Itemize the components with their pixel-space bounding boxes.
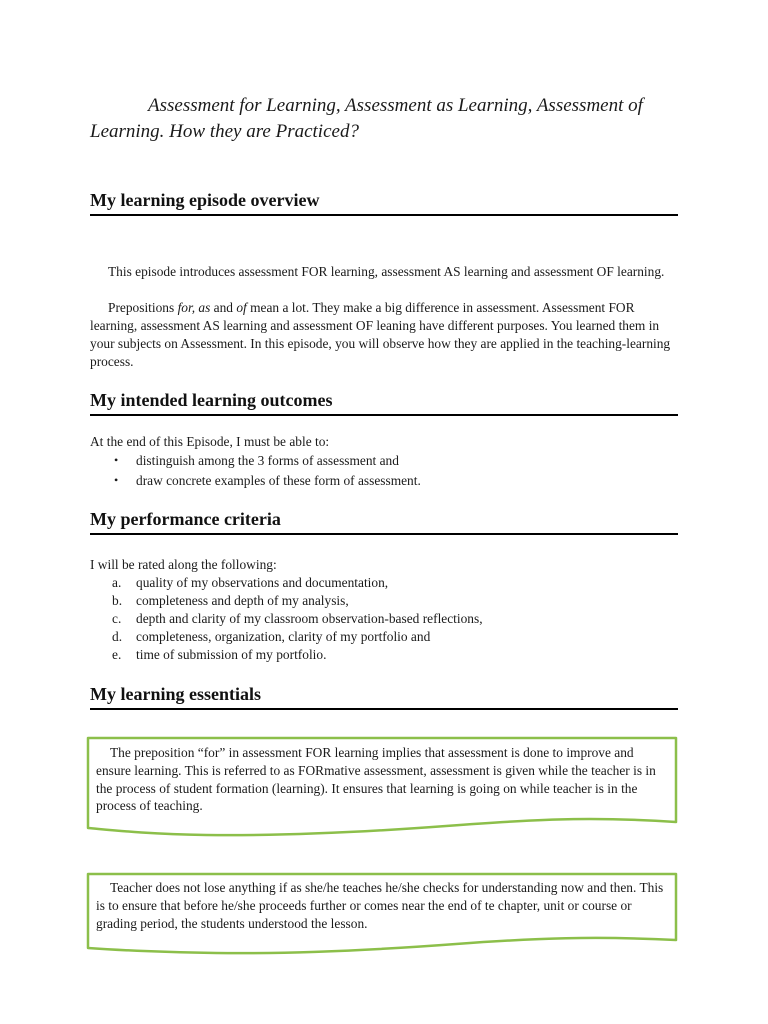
list-marker-e: e. bbox=[112, 647, 122, 662]
essentials-box-2 bbox=[86, 872, 678, 958]
criteria-item-d: completeness, organization, clarity of my portfolio and bbox=[136, 629, 431, 644]
criteria-list bbox=[90, 574, 680, 664]
heading-outcomes: My intended learning outcomes bbox=[90, 389, 678, 416]
list-marker-b: b. bbox=[112, 593, 123, 608]
overview-p2-end: mean a lot. They make a big difference in assessment. Assessment FOR learning, assessment AS learning and assessment OF leaning have different purposes. You learned them in your subjects on Assessment. In this episode, you will observe how they are applied in the teaching-learning process. bbox=[90, 300, 671, 369]
bullet-marker: • bbox=[114, 472, 119, 487]
essentials-box-2-text bbox=[96, 879, 668, 932]
criteria-intro: I will be rated along the following: bbox=[90, 557, 277, 572]
essentials-box-1 bbox=[86, 736, 678, 840]
criteria-item-c: depth and clarity of my classroom observation-based reflections, bbox=[136, 611, 483, 626]
list-item bbox=[90, 646, 680, 664]
box-1-text: The preposition “for” in assessment FOR learning implies that assessment is done to improve and ensure learning. This is referred to as FORmative assessment, assessment is given while the teacher is in the process of student formation (learning). It ensures that learning is going on while teacher is in the process of teaching. bbox=[96, 745, 656, 814]
list-marker-c: c. bbox=[112, 611, 122, 626]
list-item bbox=[90, 471, 680, 491]
list-item bbox=[90, 610, 680, 628]
overview-paragraph-2 bbox=[90, 299, 680, 371]
heading-essentials: My learning essentials bbox=[90, 683, 678, 710]
overview-p2-mid: and bbox=[210, 300, 237, 315]
list-item bbox=[90, 592, 680, 610]
outcomes-list bbox=[90, 451, 680, 490]
outcomes-intro: At the end of this Episode, I must be able to: bbox=[90, 434, 330, 449]
heading-overview: My learning episode overview bbox=[90, 189, 678, 216]
list-marker-d: d. bbox=[112, 629, 123, 644]
outcome-item-1: distinguish among the 3 forms of assessment and bbox=[136, 453, 399, 468]
overview-p2-em1: for, as bbox=[177, 300, 211, 315]
list-marker-a: a. bbox=[112, 575, 122, 590]
criteria-item-e: time of submission of my portfolio. bbox=[136, 647, 327, 662]
list-item bbox=[90, 574, 680, 592]
overview-p2-start: Prepositions bbox=[108, 300, 178, 315]
bullet-marker: • bbox=[114, 453, 119, 467]
heading-criteria: My performance criteria bbox=[90, 508, 678, 535]
essentials-box-1-text bbox=[96, 744, 668, 815]
list-item bbox=[90, 628, 680, 646]
list-item bbox=[90, 451, 680, 471]
overview-p2-em2: of bbox=[236, 300, 247, 315]
criteria-item-a: quality of my observations and documentation, bbox=[136, 575, 389, 590]
box-2-text: Teacher does not lose anything if as she/he teaches he/she checks for understanding now and then. This is to ensure that before he/she proceeds further or comes near the end of te chapter, unit or course or grading period, the students understood the lesson. bbox=[96, 880, 664, 931]
outcome-item-2: draw concrete examples of these form of assessment. bbox=[136, 472, 421, 488]
document-title: Assessment for Learning, Assessment as Learning, Assessment of Learning. How they are Practiced? bbox=[90, 95, 643, 142]
criteria-item-b: completeness and depth of my analysis, bbox=[136, 593, 349, 608]
overview-paragraph-1 bbox=[90, 263, 680, 281]
overview-p1-text: This episode introduces assessment FOR learning, assessment AS learning and assessment OF learning. bbox=[108, 264, 665, 279]
